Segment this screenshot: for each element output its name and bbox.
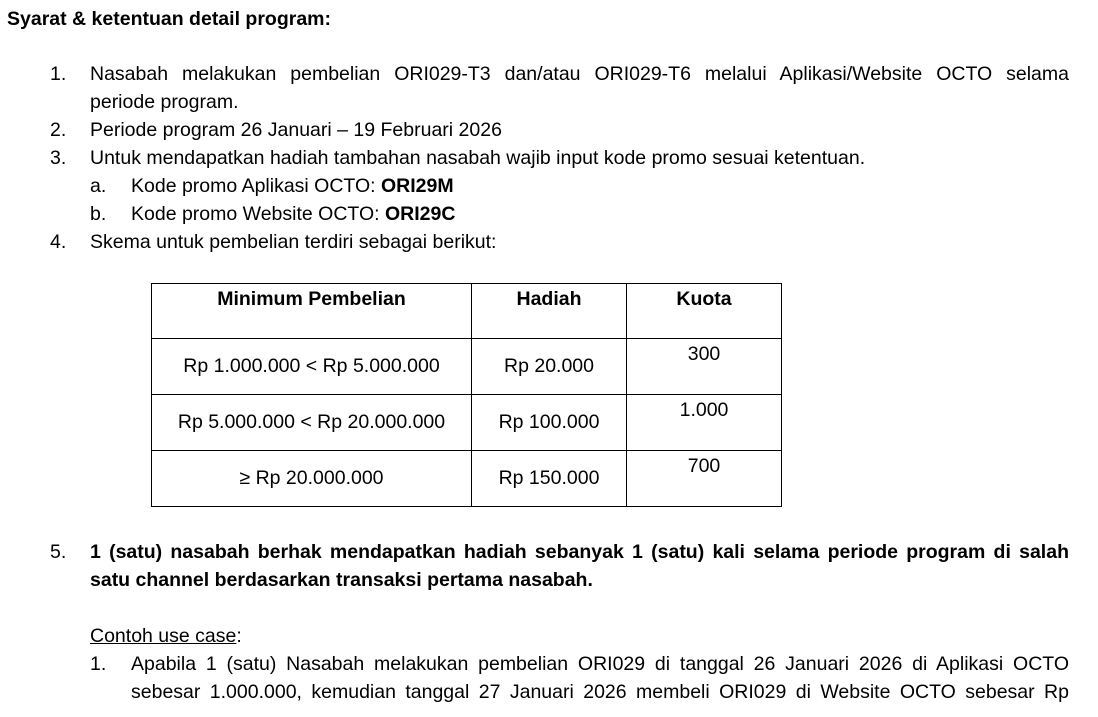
use-case-text-line2: sebesar 1.000.000, kemudian tanggal 27 Januari 2026 membeli ORI029 di Website OCTO sebesar Rp xyxy=(131,681,1069,703)
sub-list-letter: b. xyxy=(90,203,107,225)
table-header-hadiah: Hadiah xyxy=(472,284,627,339)
list-item-text: Periode program 26 Januari – 19 Februari 2026 xyxy=(90,119,502,141)
use-case-heading-text: Contoh use case xyxy=(90,625,237,647)
document-title: Syarat & ketentuan detail program: xyxy=(7,8,331,30)
use-case-text-line1: Apabila 1 (satu) Nasabah melakukan pembelian ORI029 di tanggal 26 Januari 2026 di Aplikasi OCTO xyxy=(131,653,1069,675)
list-number: 2. xyxy=(50,119,67,141)
list-number: 3. xyxy=(50,147,67,169)
list-number: 1. xyxy=(90,653,107,675)
list-item-text: Skema untuk pembelian terdiri sebagai berikut: xyxy=(90,231,497,253)
sub-list-letter: a. xyxy=(90,175,107,197)
list-item-text-line1: 1 (satu) nasabah berhak mendapatkan hadiah sebanyak 1 (satu) kali selama periode program di salah xyxy=(90,541,1069,563)
sub-list-text xyxy=(131,200,455,228)
purchase-scheme-table xyxy=(151,283,782,507)
list-number: 1. xyxy=(50,63,67,85)
sub-list-text xyxy=(131,172,454,200)
table-cell-minimum: ≥ Rp 20.000.000 xyxy=(152,451,472,507)
list-item-text-line1: Nasabah melakukan pembelian ORI029-T3 dan/atau ORI029-T6 melalui Aplikasi/Website OCTO selama xyxy=(90,63,1069,85)
table-cell-hadiah: Rp 150.000 xyxy=(472,451,627,507)
promo-code-web: ORI29C xyxy=(384,203,456,225)
table-cell-kuota: 300 xyxy=(627,339,782,395)
table-row xyxy=(152,451,782,507)
table-header-kuota: Kuota xyxy=(627,284,782,339)
table-cell-minimum: Rp 5.000.000 < Rp 20.000.000 xyxy=(152,395,472,451)
use-case-heading-colon: : xyxy=(236,625,242,647)
table-cell-hadiah: Rp 100.000 xyxy=(472,395,627,451)
table-header-minimum: Minimum Pembelian xyxy=(152,284,472,339)
promo-code-label: Kode promo Aplikasi OCTO: xyxy=(131,175,381,197)
list-number: 5. xyxy=(50,541,67,563)
table-cell-kuota: 1.000 xyxy=(627,395,782,451)
promo-code-label: Kode promo Website OCTO: xyxy=(131,203,385,225)
table-cell-kuota: 700 xyxy=(627,451,782,507)
table-row xyxy=(152,395,782,451)
promo-code-app: ORI29M xyxy=(381,175,454,197)
list-number: 4. xyxy=(50,231,67,253)
list-item-text: Untuk mendapatkan hadiah tambahan nasabah wajib input kode promo sesuai ketentuan. xyxy=(90,147,866,169)
table-header-row xyxy=(152,284,782,339)
list-item-text-line2: periode program. xyxy=(90,91,239,113)
table-row xyxy=(152,339,782,395)
table-cell-minimum: Rp 1.000.000 < Rp 5.000.000 xyxy=(152,339,472,395)
table-cell-hadiah: Rp 20.000 xyxy=(472,339,627,395)
list-item-text-line2: satu channel berdasarkan transaksi pertama nasabah. xyxy=(90,569,593,591)
